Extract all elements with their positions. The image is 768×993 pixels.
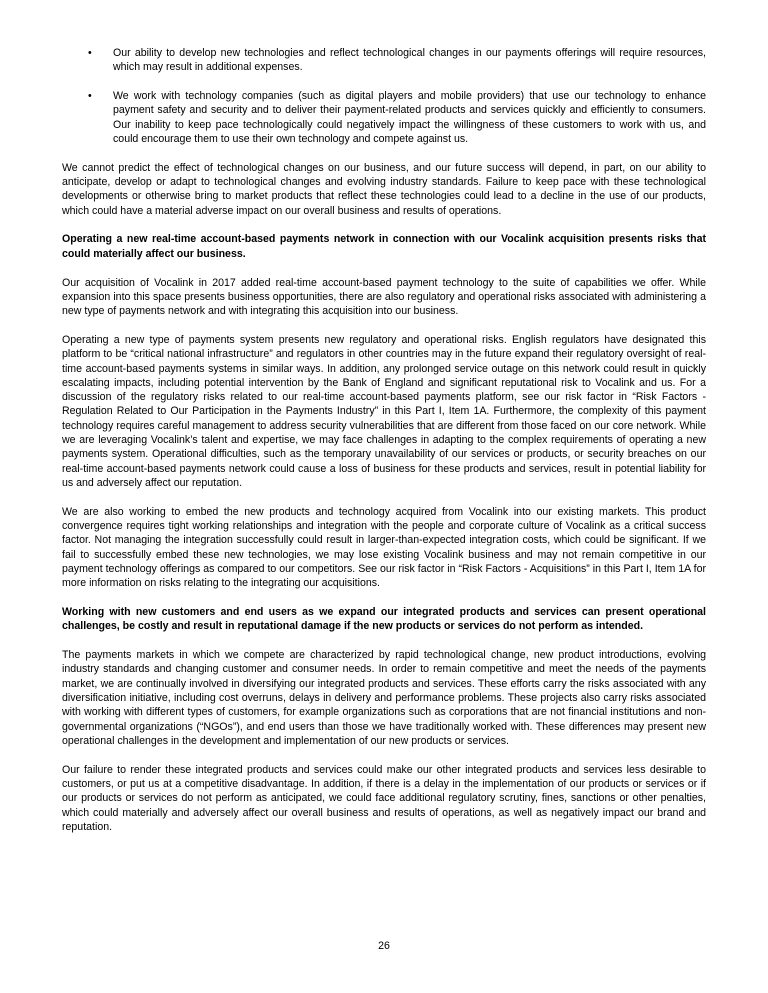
paragraph-payments-system-risks: Operating a new type of payments system presents new regulatory and operational risks. English regulators have designated this platform to be “critical national infrastructure” and regulators in other countries may in the future expand their regulatory oversight of real-time account-based payments systems in similar ways. In addition, any prolonged service outage on this network could result in quickly escalating impacts, including potential intervention by the Bank of England and significant reputational risk to Vocalink and us. For a discussion of the regulatory risks related to our real-time account-based payments platform, see our risk factor in “Risk Factors - Regulation Related to Our Participation in the Payments Industry” in this Part I, Item 1A. Furthermore, the complexity of this payment technology requires careful management to address security vulnerabilities that are different from those faced on our core network. While we are leveraging Vocalink’s talent and expertise, we may face challenges in adapting to the complex requirements of operating a new payments system. Operational difficulties, such as the temporary unavailability of our services or products, or security breaches on our real-time account-based payments network could cause a loss of business for these products and services, result in potential liability for us and adversely affect our reputation. <box>62 333 706 489</box>
bullet-item <box>62 89 706 146</box>
bullet-list <box>62 46 706 146</box>
risk-heading-vocalink: Operating a new real-time account-based payments network in connection with our Vocalink acquisition presents risks that could materially affect our business. <box>62 233 706 260</box>
document-page <box>62 46 706 849</box>
bullet-icon: • <box>88 47 92 59</box>
bullet-text: Our ability to develop new technologies and reflect technological changes in our payments offerings will require resources, which may result in additional expenses. <box>113 47 706 74</box>
paragraph-payments-markets: The payments markets in which we compete are characterized by rapid technological change, new product introductions, evolving industry standards and changing customer and consumer needs. In order to remain competitive and meet the needs of the payments market, we are continually involved in diversifying our integrated products and services. These efforts carry the risks associated with any diversification initiative, including cost overruns, delays in delivery and performance problems. These projects also carry risks associated with working with different types of customers, for example organizations such as corporations that are not financial institutions and non-governmental organizations (“NGOs”), and end users than those we have traditionally worked with. These differences may present new operational challenges in the development and implementation of our new products or services. <box>62 649 706 747</box>
bullet-item <box>62 46 706 75</box>
paragraph-vocalink-acquisition: Our acquisition of Vocalink in 2017 added real-time account-based payment technology to the suite of capabilities we offer. While expansion into this space presents business opportunities, there are also regulatory and operational risks associated with administering a new type of payments network and with integrating this acquisition into our business. <box>62 276 706 318</box>
bullet-icon: • <box>88 90 92 103</box>
page-number: 26 <box>378 940 390 952</box>
bullet-text: We work with technology companies (such as digital players and mobile providers) that use our technology to enhance payment safety and security and to deliver their payment-related products and services quickly and efficiently to consumers. Our inability to keep pace technologically could negatively impact the willingness of these customers to work with us, and could encourage them to use their own technology and compete against us. <box>113 90 706 145</box>
paragraph-technology-changes: We cannot predict the effect of technological changes on our business, and our future success will depend, in part, on our ability to anticipate, develop or adapt to technological changes and evolving industry standards. Failure to keep pace with these technological developments or otherwise bring to market products that reflect these technologies could lead to a decline in the use of our products, which could have a material adverse impact on our overall business and results of operations. <box>62 161 706 217</box>
paragraph-embed-products: We are also working to embed the new products and technology acquired from Vocalink into our existing markets. This product convergence requires tight working relationships and integration with the people and corporate culture of Vocalink as a critical success factor. Not managing the integration successfully could result in larger-than-expected integration costs, which could be significant. If we fail to successfully embed these new technologies, we may lose existing Vocalink business and may not remain competitive in our payment technology offerings as compared to our competitors. See our risk factor in “Risk Factors - Acquisitions” in this Part I, Item 1A for more information on risks relating to the integrating our acquisitions. <box>62 505 706 590</box>
paragraph-failure-to-render: Our failure to render these integrated products and services could make our other integrated products and services less desirable to customers, or put us at a competitive disadvantage. In addition, if there is a delay in the implementation of our products or services or if our products or services do not perform as anticipated, we could face additional regulatory scrutiny, fines, sanctions or other penalties, which could materially and adversely affect our overall business and results of operations, as well as negatively impact our brand and reputation. <box>62 763 706 833</box>
risk-heading-new-customers: Working with new customers and end users as we expand our integrated products and services can present operational challenges, be costly and result in reputational damage if the new products or services do not perform as intended. <box>62 606 706 633</box>
page-footer <box>0 939 768 953</box>
